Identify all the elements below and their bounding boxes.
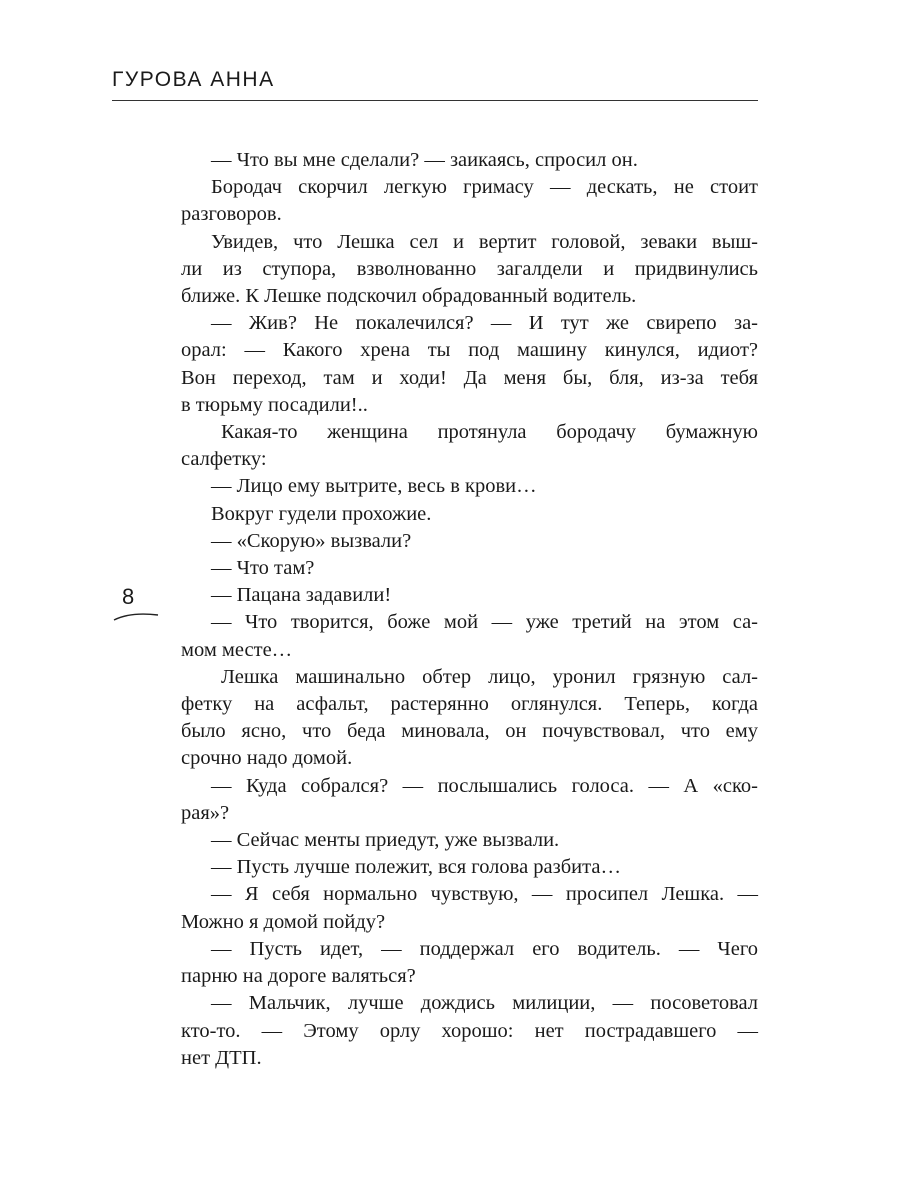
text-line: салфетку:	[181, 448, 267, 471]
text-line: парню на дороге валяться?	[181, 965, 416, 988]
text-line: ближе. К Лешке подскочил обрадованный водитель.	[181, 285, 637, 308]
text-line: Увидев, что Лешка сел и вертит головой, зеваки выш-	[211, 230, 758, 253]
text-line: — Пусть идет, — поддержал его водитель. — Чего	[211, 937, 758, 960]
text-line: — Что там?	[211, 557, 315, 580]
text-line: — Жив? Не покалечился? — И тут же свирепо за-	[211, 312, 758, 335]
text-line: нет ДТП.	[181, 1046, 262, 1069]
text-line: — Пацана задавили!	[211, 584, 392, 607]
page-number: 8	[122, 584, 135, 609]
text-line: — Пусть лучше полежит, вся голова разбита…	[211, 856, 621, 879]
text-line: Можно я домой пойду?	[181, 910, 386, 933]
text-line: разговоров.	[181, 203, 282, 226]
text-line: рая»?	[181, 801, 230, 824]
text-line: Вон переход, там и ходи! Да меня бы, бля, из-за тебя	[181, 366, 758, 389]
text-line: Какая-то женщина протянула бородачу бумажную	[221, 421, 758, 444]
text-line: — Сейчас менты приедут, уже вызвали.	[211, 829, 560, 852]
text-line: — Я себя нормально чувствую, — просипел Лешка. —	[211, 883, 758, 906]
text-line: срочно надо домой.	[181, 747, 353, 770]
text-line: Лешка машинально обтер лицо, уронил грязную сал-	[221, 665, 758, 688]
text-line: — Куда собрался? — послышались голоса. — А «ско-	[211, 774, 758, 797]
text-line: Вокруг гудели прохожие.	[211, 502, 432, 525]
text-line: фетку на асфальт, растерянно оглянулся. Теперь, когда	[181, 693, 758, 716]
text-line: — Что творится, боже мой — уже третий на этом са-	[211, 611, 758, 634]
text-line: — Лицо ему вытрите, весь в крови…	[211, 475, 537, 498]
text-line: мом месте…	[181, 638, 293, 661]
text-line: Бородач скорчил легкую гримасу — дескать, не стоит	[211, 176, 758, 199]
body-text	[181, 147, 758, 1072]
page-number-swash-icon	[112, 610, 162, 624]
text-line: ли из ступора, взволнованно загалдели и придвинулись	[181, 257, 758, 280]
text-line: кто-то. — Этому орлу хорошо: нет пострадавшего —	[181, 1019, 758, 1042]
header-rule	[112, 100, 758, 101]
text-line: — Мальчик, лучше дождись милиции, — посоветовал	[211, 992, 758, 1015]
text-line: в тюрьму посадили!..	[181, 393, 368, 416]
text-line: — Что вы мне сделали? — заикаясь, спросил он.	[211, 149, 638, 171]
running-header-author: ГУРОВА АННА	[112, 68, 275, 91]
text-line: было ясно, что беда миновала, он почувствовал, что ему	[181, 720, 758, 743]
text-line: орал: — Какого хрена ты под машину кинулся, идиот?	[181, 339, 758, 362]
text-line: — «Скорую» вызвали?	[211, 529, 412, 552]
